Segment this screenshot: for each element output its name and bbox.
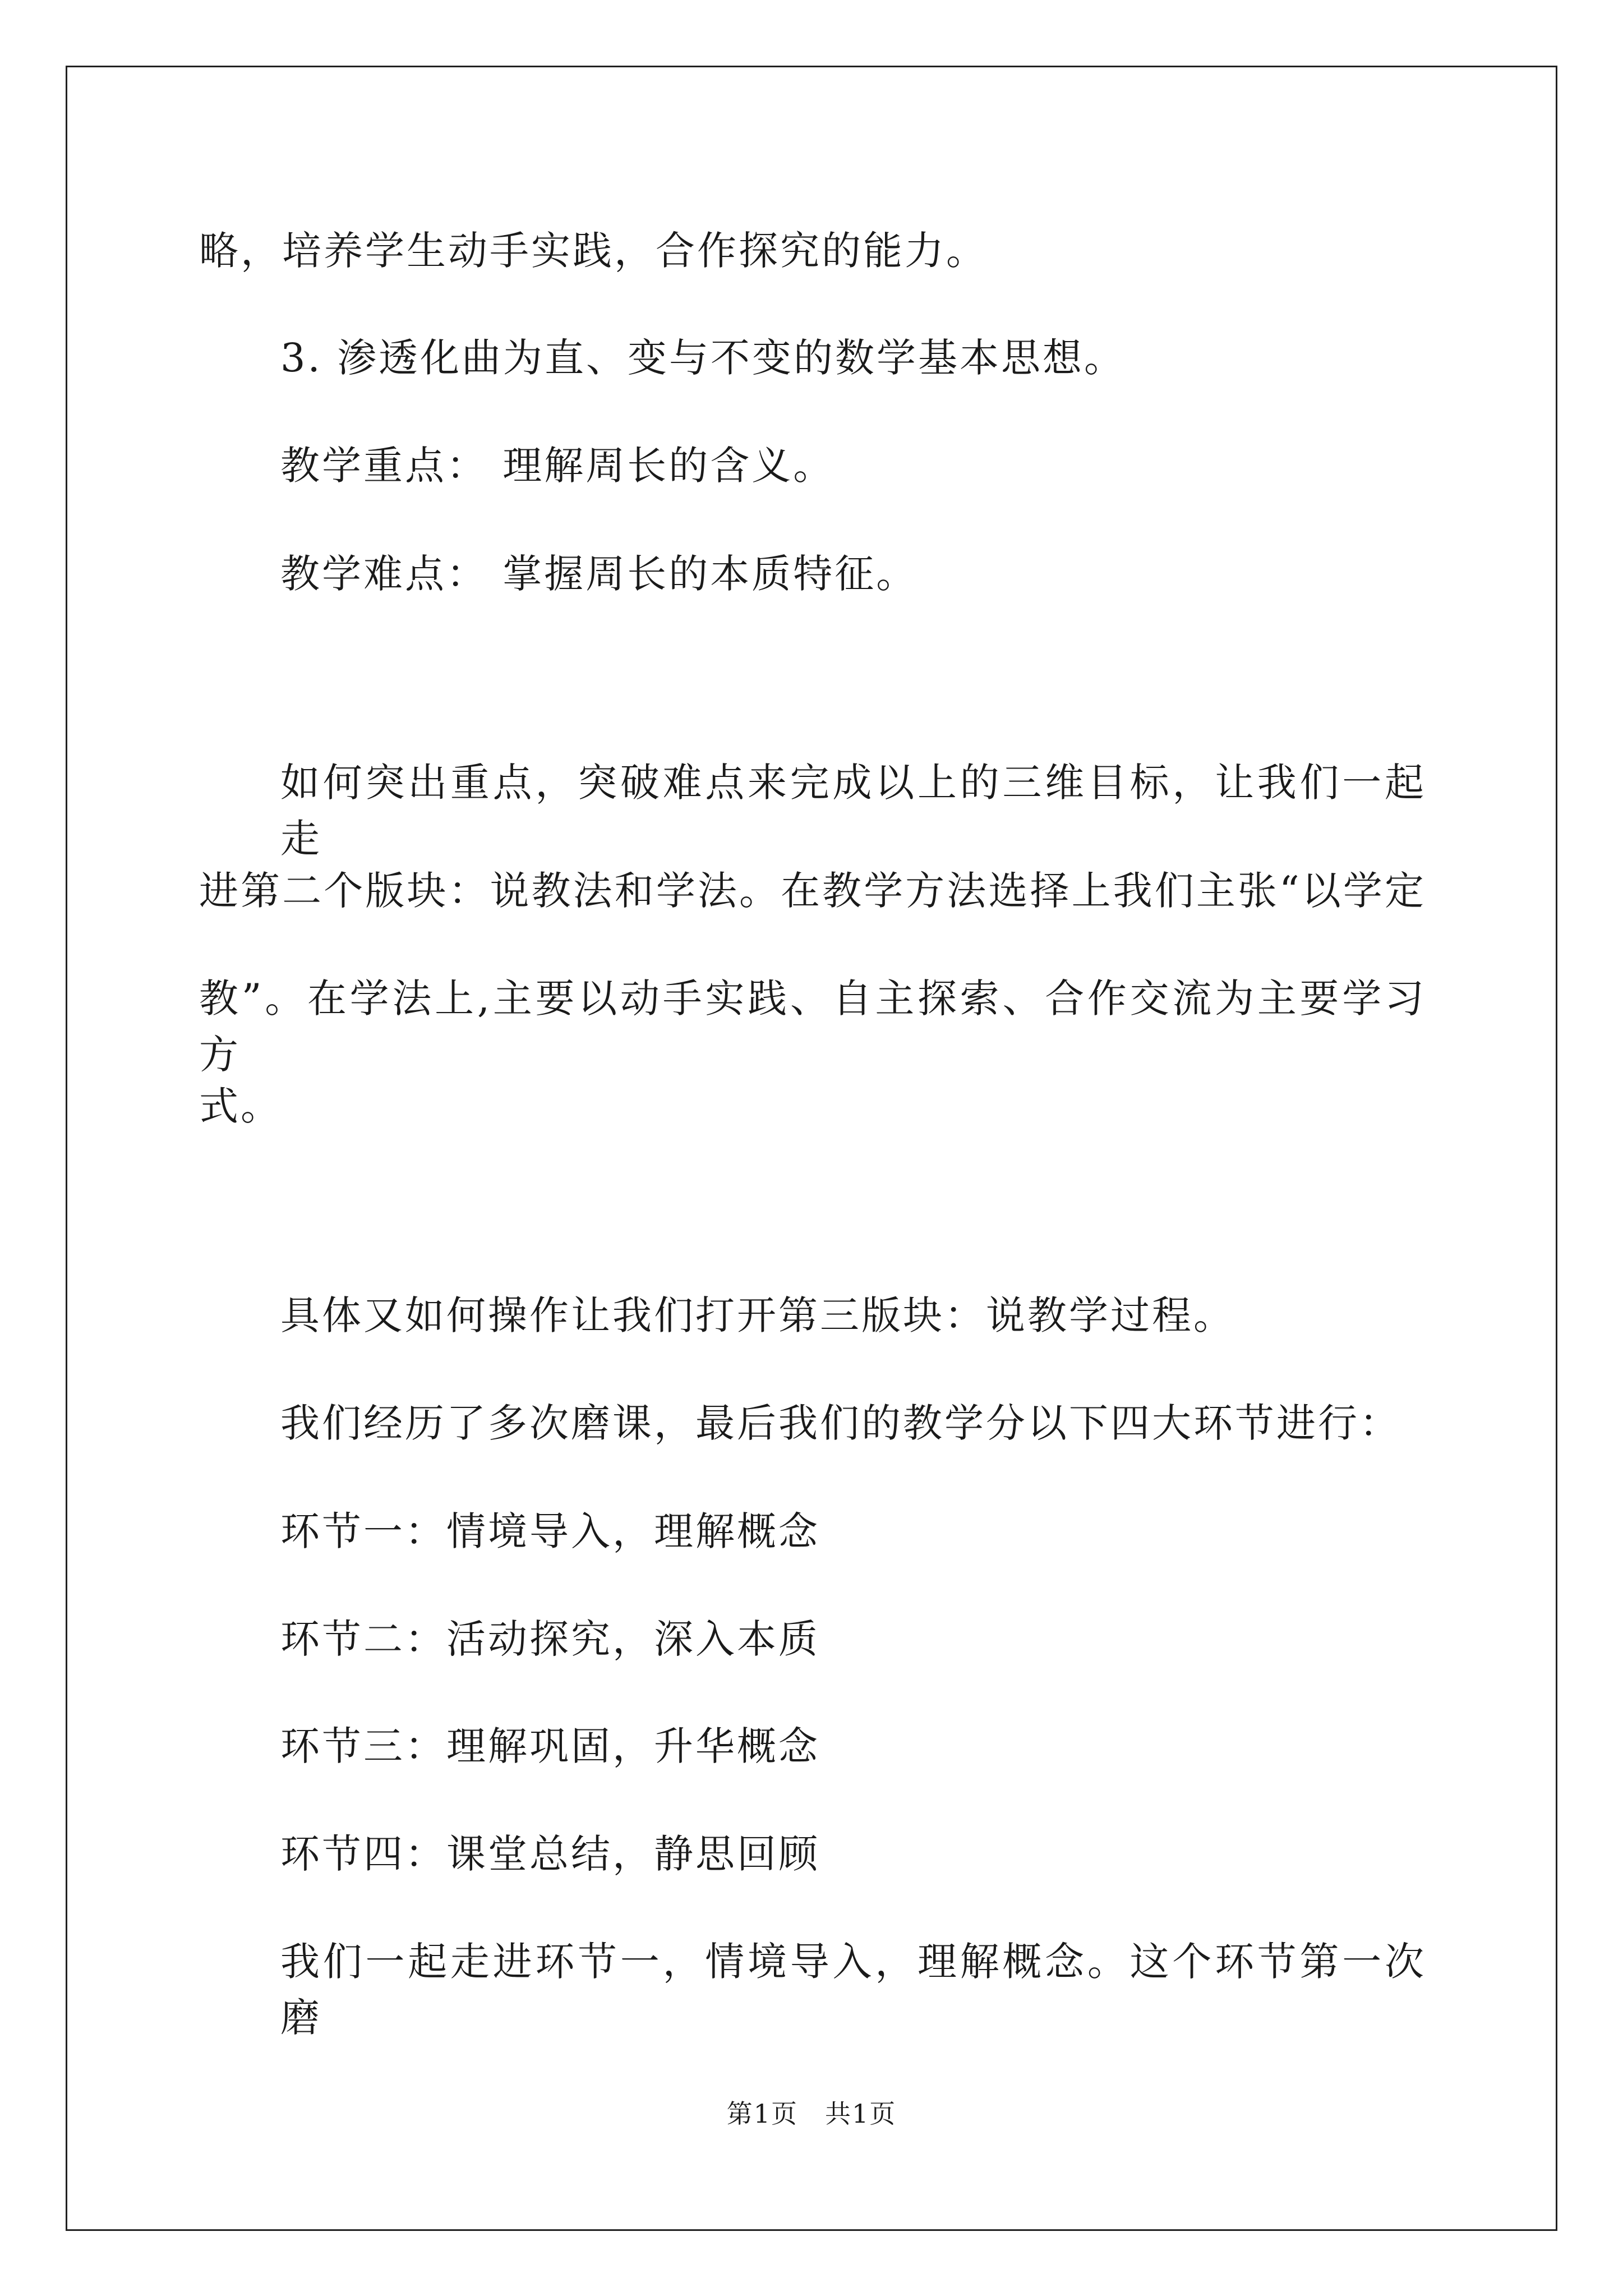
text-line-11: 环节一：情境导入，理解概念 — [280, 1508, 820, 1554]
page-border — [66, 66, 1557, 2231]
text-line-13: 环节三：理解巩固，升华概念 — [280, 1723, 820, 1769]
text-line-5: 如何突出重点，突破难点来完成以上的三维目标，让我们一起走 — [280, 760, 1426, 862]
text-line-2: 3. 渗透化曲为直、变与不变的数学基本思想。 — [280, 335, 1126, 381]
text-line-9: 具体又如何操作让我们打开第三版块：说教学过程。 — [280, 1292, 1235, 1338]
text-line-10: 我们经历了多次磨课，最后我们的教学分以下四大环节进行： — [280, 1400, 1401, 1446]
text-line-12: 环节二：活动探究，深入本质 — [280, 1616, 820, 1662]
text-line-7: 教”。在学法上,主要以动手实践、自主探索、合作交流为主要学习方 — [199, 976, 1426, 1078]
text-line-8: 式。 — [199, 1083, 282, 1129]
text-line-15: 我们一起走进环节一，情境导入，理解概念。这个环节第一次磨 — [280, 1939, 1426, 2041]
text-line-6: 进第二个版块：说教法和学法。在教学方法选择上我们主张“以学定 — [199, 868, 1426, 914]
text-line-14: 环节四：课堂总结，静思回顾 — [280, 1831, 820, 1877]
text-line-4: 教学难点： 掌握周长的本质特征。 — [280, 551, 918, 597]
page-footer: 第1页 共1页 — [726, 2099, 897, 2129]
text-line-3: 教学重点： 理解周长的含义。 — [280, 443, 835, 489]
text-line-1: 略，培养学生动手实践，合作探究的能力。 — [199, 228, 988, 274]
